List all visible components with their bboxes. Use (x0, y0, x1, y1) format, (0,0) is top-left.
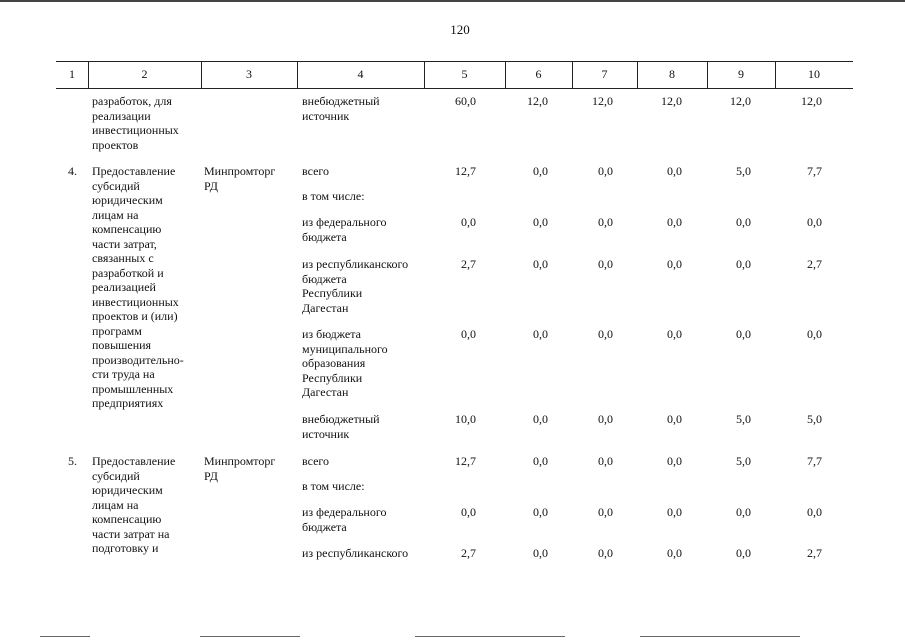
value-cell-col-5: 60,0 (455, 94, 476, 108)
funding-source-label: из республиканского бюджета Республики Дагестан (302, 257, 409, 315)
scan-top-edge (0, 0, 905, 2)
value-cell-col-10: 5,0 (807, 412, 822, 426)
row-number: 4. (68, 164, 77, 178)
value-cell-col-6: 12,0 (527, 94, 548, 108)
funding-source-label: внебюджетный источник (302, 94, 380, 123)
column-header-6: 6 (535, 67, 542, 81)
value-cell-col-10: 7,7 (807, 164, 822, 178)
value-cell-col-9: 5,0 (736, 412, 751, 426)
value-cell-col-9: 12,0 (730, 94, 751, 108)
value-cell-col-9: 5,0 (736, 164, 751, 178)
value-cell-col-8: 0,0 (667, 505, 682, 519)
value-cell-col-9: 0,0 (736, 257, 751, 271)
value-cell-col-10: 0,0 (807, 215, 822, 229)
column-header-2: 2 (141, 67, 148, 81)
value-cell-col-7: 0,0 (598, 257, 613, 271)
funding-source-label: всего (302, 164, 330, 178)
row-number: 5. (68, 454, 77, 468)
value-cell-col-7: 0,0 (598, 546, 613, 560)
value-cell-col-6: 0,0 (533, 164, 548, 178)
value-cell-col-9: 0,0 (736, 505, 751, 519)
column-header-8: 8 (669, 67, 675, 81)
item-name: разработок, для реализации инвестиционных проектов (92, 94, 179, 152)
value-cell-col-8: 0,0 (667, 412, 682, 426)
value-cell-col-5: 2,7 (461, 257, 476, 271)
value-cell-col-7: 12,0 (592, 94, 613, 108)
value-cell-col-6: 0,0 (533, 546, 548, 560)
value-cell-col-10: 0,0 (807, 327, 822, 341)
value-cell-col-8: 0,0 (667, 546, 682, 560)
funding-source-label: из федерального бюджета (302, 505, 387, 534)
item-executor: Минпромторг РД (204, 164, 276, 193)
column-header-10: 10 (808, 67, 820, 81)
value-cell-col-7: 0,0 (598, 164, 613, 178)
value-cell-col-8: 0,0 (667, 164, 682, 178)
column-header-7: 7 (601, 67, 608, 81)
scan-bottom-edge (0, 636, 905, 638)
value-cell-col-9: 0,0 (736, 215, 751, 229)
column-header-1: 1 (69, 67, 75, 81)
value-cell-col-10: 12,0 (801, 94, 822, 108)
value-cell-col-8: 0,0 (667, 257, 682, 271)
funding-source-label: внебюджетный источник (302, 412, 380, 441)
value-cell-col-6: 0,0 (533, 327, 548, 341)
value-cell-col-5: 0,0 (461, 505, 476, 519)
column-header-3: 3 (246, 67, 252, 81)
value-cell-col-7: 0,0 (598, 327, 613, 341)
funding-source-label: из федерального бюджета (302, 215, 387, 244)
value-cell-col-6: 0,0 (533, 412, 548, 426)
value-cell-col-9: 0,0 (736, 327, 751, 341)
value-cell-col-6: 0,0 (533, 454, 548, 468)
funding-source-label: из республиканского (302, 546, 409, 560)
funding-source-label: из бюджета муниципального образования Республики Дагестан (302, 327, 388, 399)
value-cell-col-10: 7,7 (807, 454, 822, 468)
value-cell-col-8: 12,0 (661, 94, 682, 108)
value-cell-col-7: 0,0 (598, 454, 613, 468)
header-top-rule (56, 61, 853, 62)
value-cell-col-8: 0,0 (667, 215, 682, 229)
funding-source-label: всего (302, 454, 330, 468)
value-cell-col-6: 0,0 (533, 505, 548, 519)
column-header-5: 5 (461, 67, 468, 81)
value-cell-col-8: 0,0 (667, 454, 682, 468)
funding-source-label: в том числе: (302, 189, 365, 203)
page-number: 120 (450, 22, 470, 37)
value-cell-col-7: 0,0 (598, 215, 613, 229)
value-cell-col-5: 2,7 (461, 546, 476, 560)
funding-source-label: в том числе: (302, 479, 365, 493)
value-cell-col-6: 0,0 (533, 215, 548, 229)
value-cell-col-10: 2,7 (807, 257, 822, 271)
value-cell-col-6: 0,0 (533, 257, 548, 271)
header-bottom-rule (56, 88, 853, 89)
value-cell-col-5: 12,7 (455, 454, 476, 468)
value-cell-col-5: 10,0 (455, 412, 476, 426)
item-executor: Минпромторг РД (204, 454, 276, 483)
item-name: Предоставление субсидий юридическим лицам на компенсацию части затрат на подготовку и (92, 454, 176, 555)
column-header-4: 4 (357, 67, 364, 81)
value-cell-col-10: 2,7 (807, 546, 822, 560)
value-cell-col-10: 0,0 (807, 505, 822, 519)
value-cell-col-5: 12,7 (455, 164, 476, 178)
column-header-9: 9 (738, 67, 744, 81)
value-cell-col-9: 5,0 (736, 454, 751, 468)
value-cell-col-7: 0,0 (598, 505, 613, 519)
item-name: Предоставление субсидий юридическим лицам на компенсацию части затрат, связанных с разработкой и реализацией инвестиционных проектов и (или) программ повышения производительно- сти труда на промышленных предприятиях (92, 164, 184, 410)
value-cell-col-7: 0,0 (598, 412, 613, 426)
value-cell-col-5: 0,0 (461, 215, 476, 229)
value-cell-col-5: 0,0 (461, 327, 476, 341)
value-cell-col-9: 0,0 (736, 546, 751, 560)
value-cell-col-8: 0,0 (667, 327, 682, 341)
